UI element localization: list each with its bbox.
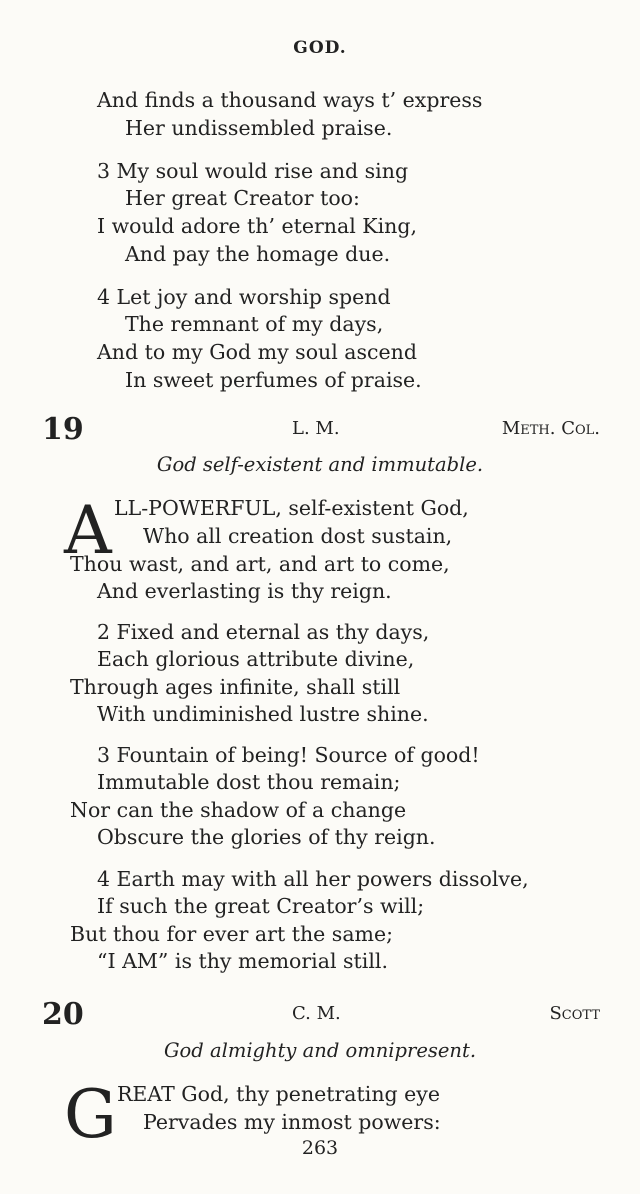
hymn-author: Scott <box>549 1003 600 1024</box>
verse-line: 4 Earth may with all her powers dissolve, <box>97 867 529 891</box>
verse-line: With undiminished lustre shine. <box>97 702 429 726</box>
page-number: 263 <box>301 1137 339 1159</box>
verse-line: 3 Fountain of being! Source of good! <box>97 743 480 767</box>
verse-line: 3 My soul would rise and sing <box>97 159 409 183</box>
verse-line: 4 Let joy and worship spend <box>97 285 391 309</box>
verse-line: And to my God my soul ascend <box>97 340 417 364</box>
running-head: GOD. <box>293 38 347 58</box>
verse-line: LL-POWERFUL, self-existent God, <box>114 496 469 520</box>
verse-line: Pervades my inmost powers: <box>143 1110 441 1134</box>
hymn-title: God almighty and omnipresent. <box>163 1039 477 1062</box>
verse-line: Through ages infinite, shall still <box>70 675 401 699</box>
verse-line: In sweet perfumes of praise. <box>125 368 422 392</box>
verse-line: If such the great Creator’s will; <box>97 894 425 918</box>
hymn-author: Meth. Col. <box>501 418 600 439</box>
verse-line: And pay the homage due. <box>125 242 391 266</box>
verse-line: Her great Creator too: <box>125 186 360 210</box>
hymn-meter: L. M. <box>292 418 340 439</box>
verse-line: Her undissembled praise. <box>125 116 393 140</box>
hymn-meter: C. M. <box>292 1003 341 1024</box>
verse-line: Immutable dost thou remain; <box>97 770 401 794</box>
verse-line: Who all creation dost sustain, <box>143 524 453 548</box>
drop-cap: A <box>64 492 112 569</box>
verse-line: And finds a thousand ways t’ express <box>97 88 483 112</box>
verse-line: The remnant of my days, <box>125 312 384 336</box>
verse-line: “I AM” is thy memorial still. <box>97 949 388 973</box>
verse-line: Each glorious attribute divine, <box>97 647 415 671</box>
verse-line: And everlasting is thy reign. <box>97 579 392 603</box>
hymn-number: 19 <box>42 412 84 447</box>
hymn-number: 20 <box>42 997 84 1032</box>
verse-line: But thou for ever art the same; <box>70 922 394 946</box>
verse-line: Nor can the shadow of a change <box>70 798 407 822</box>
verse-line: Obscure the glories of thy reign. <box>97 825 436 849</box>
drop-cap: G <box>64 1076 117 1153</box>
verse-line: Thou wast, and art, and art to come, <box>70 552 450 576</box>
hymn-title: God self-existent and immutable. <box>156 453 484 476</box>
verse-line: REAT God, thy penetrating eye <box>117 1082 441 1106</box>
verse-line: 2 Fixed and eternal as thy days, <box>97 620 430 644</box>
verse-line: I would adore th’ eternal King, <box>97 214 418 238</box>
